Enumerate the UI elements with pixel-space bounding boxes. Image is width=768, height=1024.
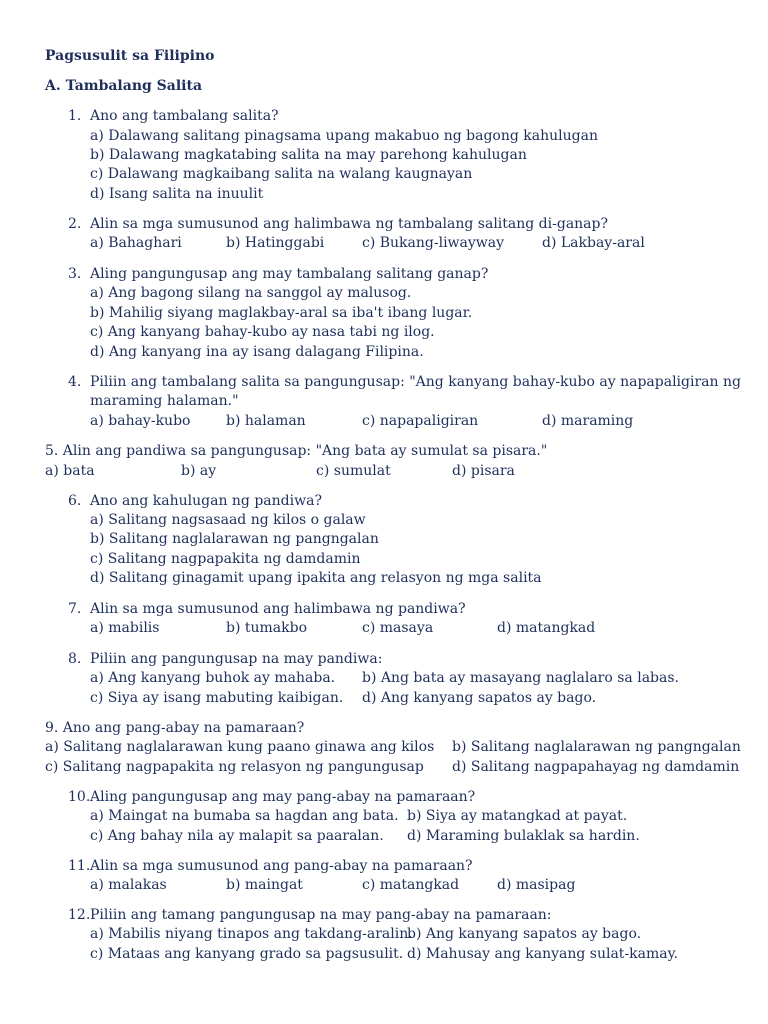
option-d: d) Mahusay ang kanyang sulat-kamay. [407,946,679,962]
option-b: b) Salitang naglalarawan ng pangngalan [90,531,379,547]
option-a: a) Salitang naglalarawan kung paano ginawa ang kilos [45,739,435,755]
option-a: a) mabilis [90,620,160,636]
question-text: Aling pangungusap ang may pang-abay na pamaraan? [90,789,476,805]
option-a: a) Ang bagong silang na sanggol ay malusog. [90,285,412,301]
option-b: b) Ang bata ay masayang naglalaro sa labas. [362,670,679,686]
option-b: b) Salitang naglalarawan ng pangngalan [452,739,741,755]
option-a: a) Bahaghari [90,235,182,251]
option-a: a) bahay-kubo [90,413,191,429]
option-b: b) Dalawang magkatabing salita na may parehong kahulugan [90,147,527,163]
option-c: c) matangkad [362,877,460,893]
option-b: b) Siya ay matangkad at payat. [407,808,628,824]
option-d: d) pisara [452,463,515,479]
option-c: c) sumulat [316,463,391,479]
option-d: d) maraming [542,413,634,429]
option-d: d) Isang salita na inuulit [90,186,264,202]
question-number: 10. [68,789,91,805]
question-text: Alin sa mga sumusunod ang halimbawa ng pandiwa? [90,601,466,617]
option-d: d) Maraming bulaklak sa hardin. [407,828,640,844]
page-title: Pagsusulit sa Filipino [45,48,215,64]
option-b: b) Hatinggabi [226,235,325,251]
section-heading: A. Tambalang Salita [45,78,203,94]
option-b: b) ay [181,463,217,479]
question-text: Aling pangungusap ang may tambalang salitang ganap? [90,266,489,282]
option-b: b) tumakbo [226,620,308,636]
question-text: Alin sa mga sumusunod ang halimbawa ng tambalang salitang di-ganap? [90,216,608,232]
question-number: 3. [68,266,82,282]
option-d: d) masipag [497,877,576,893]
option-a: a) Mabilis niyang tinapos ang takdang-aralin. [90,926,413,942]
question-number: 7. [68,601,82,617]
option-a: a) bata [45,463,95,479]
option-c: c) napapaligiran [362,413,479,429]
question-text: Piliin ang tambalang salita sa pangungusap: "Ang kanyang bahay-kubo ay napapaligiran ng [90,374,741,390]
option-c: c) Ang bahay nila ay malapit sa paaralan. [90,828,384,844]
option-d: d) Lakbay-aral [542,235,645,251]
option-c: c) Mataas ang kanyang grado sa pagsusulit. [90,946,404,962]
question-text: Ano ang tambalang salita? [90,108,279,124]
question-text-continued: maraming halaman." [90,393,239,409]
option-c: c) Siya ay isang mabuting kaibigan. [90,690,344,706]
question-number: 11. [68,858,91,874]
question-number: 12. [68,907,91,923]
option-d: d) Ang kanyang ina ay isang dalagang Filipina. [90,344,424,360]
question-number: 6. [68,493,82,509]
question-text: Alin sa mga sumusunod ang pang-abay na pamaraan? [90,858,473,874]
option-d: d) Ang kanyang sapatos ay bago. [362,690,597,706]
option-a: a) Dalawang salitang pinagsama upang makabuo ng bagong kahulugan [90,128,598,144]
question-number: 1. [68,108,82,124]
question-number: 8. [68,651,82,667]
option-b: b) Mahilig siyang maglakbay-aral sa iba't ibang lugar. [90,305,473,321]
option-d: d) Salitang ginagamit upang ipakita ang relasyon ng mga salita [90,570,542,586]
option-c: c) masaya [362,620,434,636]
option-b: b) Ang kanyang sapatos ay bago. [407,926,642,942]
question-number: 2. [68,216,82,232]
question-text: Piliin ang pangungusap na may pandiwa: [90,651,383,667]
option-c: c) Dalawang magkaibang salita na walang kaugnayan [90,166,473,182]
question-number: 4. [68,374,82,390]
question-text: 5. Alin ang pandiwa sa pangungusap: "Ang bata ay sumulat sa pisara." [45,443,548,459]
option-c: c) Salitang nagpapakita ng damdamin [90,551,361,567]
option-a: a) malakas [90,877,167,893]
option-c: c) Bukang-liwayway [362,235,505,251]
option-c: c) Ang kanyang bahay-kubo ay nasa tabi ng ilog. [90,324,435,340]
option-d: d) matangkad [497,620,596,636]
option-d: d) Salitang nagpapahayag ng damdamin [452,759,740,775]
question-text: Ano ang kahulugan ng pandiwa? [90,493,322,509]
option-c: c) Salitang nagpapakita ng relasyon ng pangungusap [45,759,424,775]
option-a: a) Ang kanyang buhok ay mahaba. [90,670,336,686]
option-a: a) Maingat na bumaba sa hagdan ang bata. [90,808,399,824]
question-text: Piliin ang tamang pangungusap na may pang-abay na pamaraan: [90,907,552,923]
option-a: a) Salitang nagsasaad ng kilos o galaw [90,512,366,528]
option-b: b) maingat [226,877,303,893]
question-text: 9. Ano ang pang-abay na pamaraan? [45,720,305,736]
option-b: b) halaman [226,413,306,429]
